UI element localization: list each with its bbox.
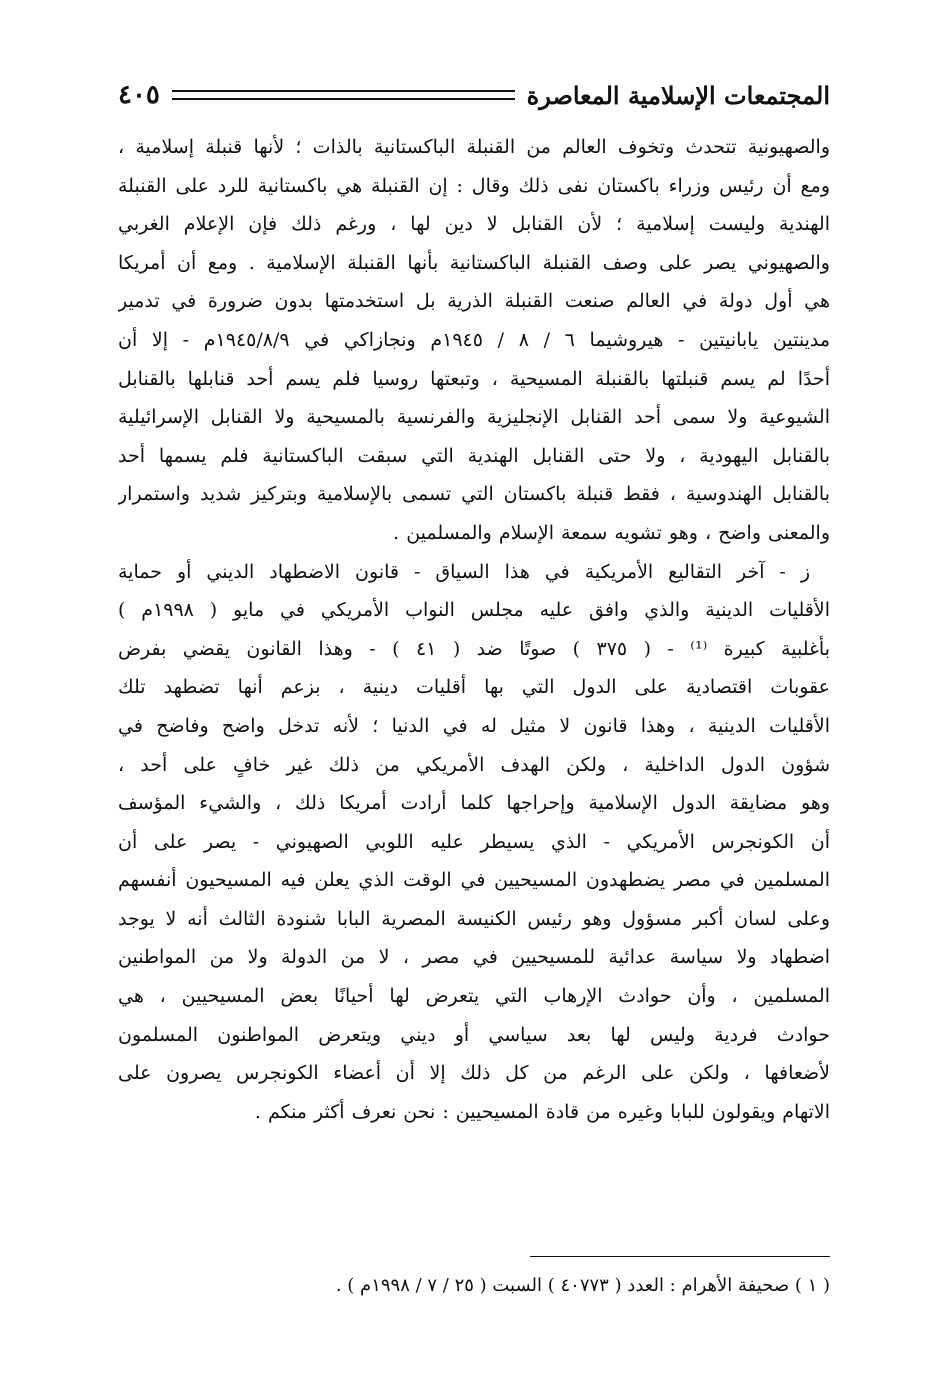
- text-line: المسلمين في مصر يضطهدون المسيحيين في الوقت الذي يعلن فيه المسيحيون أنفسهم: [118, 869, 830, 892]
- running-title: المجتمعات الإسلامية المعاصرة: [526, 80, 830, 110]
- text-line: بالقنابل اليهودية ، ولا حتى القنابل الهندية التي سبقت الباكستانية فلم يسمها أحد: [118, 444, 830, 467]
- footnote-separator: [530, 1256, 830, 1257]
- text-line: لأضعافها ، ولكن على الرغم من كل ذلك إلا أن أعضاء الكونجرس يصرون على: [118, 1062, 830, 1085]
- text-line: الشيوعية ولا سمى أحد القنابل الإنجليزية والفرنسية بالمسيحية ولا القنابل الإسرائيلية: [118, 406, 830, 429]
- text-line: شؤون الدول الداخلية ، ولكن الهدف الأمريكي من ذلك غير خافٍ على أحد ،: [118, 753, 830, 776]
- text-line: أن الكونجرس الأمريكي - الذي يسيطر عليه اللوبي الصهيوني - يصر على أن: [118, 830, 830, 853]
- text-line: مدينتين يابانيتين - هيروشيما ٦ / ٨ / ١٩٤٥م ونجازاكي في ١٩٤٥/٨/٩م - إلا أن: [118, 328, 830, 351]
- text-line: ز - آخر التقاليع الأمريكية في هذا السياق - قانون الاضطهاد الديني أو حماية: [118, 560, 810, 583]
- text-line: أحدًا لم يسم قنبلتها بالقنبلة المسيحية ، وتبعتها روسيا فلم يسم أحد قنابلها بالقنابل: [118, 367, 830, 390]
- text-line: وعلى لسان أكبر مسؤول وهو رئيس الكنيسة المصرية البابا شنودة الثالث أنه لا يوجد: [118, 907, 830, 930]
- text-line: المسلمين ، وأن حوادث الإرهاب التي يتعرض لها أحيانًا بعض المسيحيين ، هي: [118, 985, 830, 1008]
- text-line: الأقليات الدينية والذي وافق عليه مجلس النواب الأمريكي في مايو ( ١٩٩٨م ): [118, 599, 830, 622]
- body-text: [118, 128, 830, 1131]
- text-line: والصهيونية تتحدث وتخوف العالم من القنبلة الباكستانية بالذات ؛ لأنها قنبلة إسلامية ،: [118, 136, 830, 158]
- text-line: الأقليات الدينية ، وهذا قانون لا مثيل له في الدنيا ؛ لأنه تدخل واضح وفاضح في: [118, 714, 830, 737]
- text-line: بأغلبية كبيرة ⁽¹⁾ - ( ٣٧٥ ) صوتًا ضد ( ٤١ ) - وهذا القانون يقضي بفرض: [118, 637, 830, 660]
- text-line: والمعنى واضح ، وهو تشويه سمعة الإسلام والمسلمين .: [393, 521, 830, 544]
- footnote: ( ١ ) صحيفة الأهرام : العدد ( ٤٠٧٧٣ ) السبت ( ٢٥ / ٧ / ١٩٩٨م ) .: [335, 1275, 830, 1296]
- text-line: بالقنابل الهندوسية ، فقط قنبلة باكستان التي تسمى بالإسلامية وبتركيز شديد واستمرار: [118, 483, 830, 506]
- text-line: والصهيوني يصر على وصف القنبلة الباكستانية بأنها القنبلة الإسلامية . ومع أن أمريكا: [118, 251, 830, 274]
- header-rule: [172, 90, 515, 100]
- text-line: الاتهام ويقولون للبابا وغيره من قادة المسيحيين : نحن نعرف أكثر منكم .: [254, 1100, 830, 1123]
- text-line: حوادث فردية وليس لها بعد سياسي أو ديني ويتعرض المواطنون المسلمون: [118, 1023, 830, 1046]
- text-line: ومع أن رئيس وزراء باكستان نفى ذلك وقال : إن القنبلة هي باكستانية للرد على القنبلة: [118, 174, 830, 197]
- page-number: ٤٠٥: [118, 80, 160, 110]
- text-line: وهو مضايقة الدول الإسلامية وإحراجها كلما أرادت أمريكا ذلك ، والشيء المؤسف: [118, 792, 830, 815]
- text-line: عقوبات اقتصادية على الدول التي بها أقليات دينية ، بزعم أنها تضطهد تلك: [118, 676, 830, 699]
- text-line: اضطهاد ولا سياسة عدائية للمسيحيين في مصر ، لا من الدولة ولا من المواطنين: [118, 946, 830, 969]
- text-line: هي أول دولة في العالم صنعت القنبلة الذرية بل استخدمتها بدون ضرورة في تدمير: [118, 290, 830, 313]
- text-line: الهندية وليست إسلامية ؛ لأن القنابل لا دين لها ، ورغم ذلك فإن الإعلام الغربي: [118, 213, 830, 236]
- page-header: [118, 70, 830, 120]
